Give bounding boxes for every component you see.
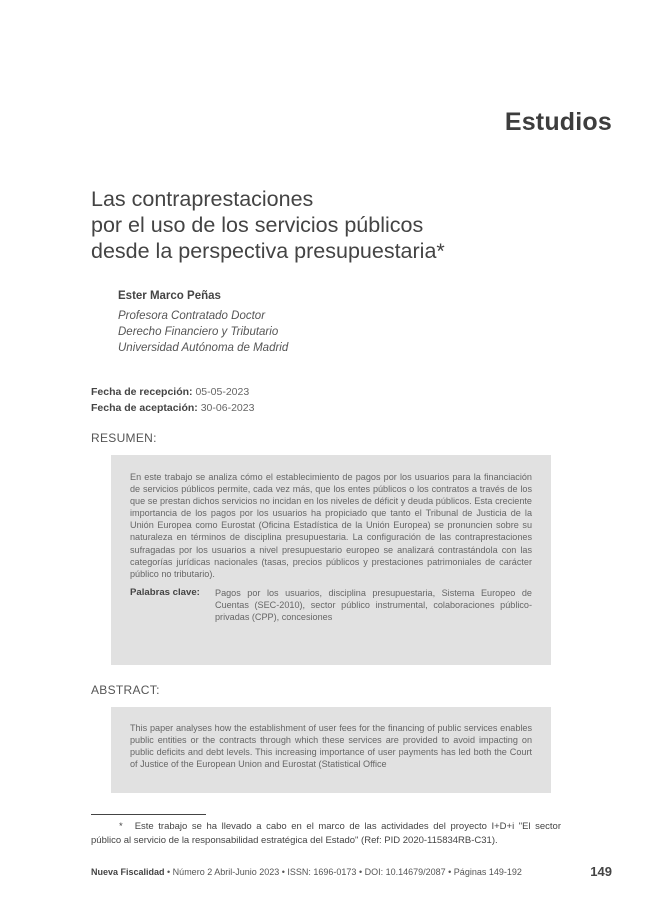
accepted-value: 30-06-2023	[197, 402, 255, 414]
resumen-box	[111, 455, 551, 665]
abstract-text: This paper analyses how the establishment of user fees for the financing of public services enables public entities or the contracts through which these services are provided to avoid impacting on public deficits and debt levels. This increasing importance of user payments has led both the Court of Justice of the European Union and Eurostat (Statistical Office	[130, 723, 532, 770]
footnote-divider	[91, 814, 206, 815]
resumen-heading: RESUMEN:	[91, 431, 157, 445]
received-date	[91, 384, 254, 400]
title-line: Las contraprestaciones	[91, 187, 314, 211]
received-label: Fecha de recepción:	[91, 386, 193, 398]
keywords-label: Palabras clave:	[130, 586, 200, 598]
journal-details: • Número 2 Abril-Junio 2023 • ISSN: 1696-0173 • DOI: 10.14679/2087 • Páginas 149-192	[164, 867, 522, 877]
title-line: por el uso de los servicios públicos	[91, 213, 424, 237]
title-line: desde la perspectiva presupuestaria*	[91, 239, 445, 263]
accepted-label: Fecha de aceptación:	[91, 402, 198, 414]
page-footer	[91, 867, 522, 877]
footnote-mark: *	[119, 821, 123, 832]
keywords-row	[130, 587, 532, 623]
footnote	[91, 820, 561, 847]
keywords-text: Pagos por los usuarios, disciplina presupuestaria, Sistema Europeo de Cuentas (SEC-2010), sector público instrumental, colaboraciones público-privadas (CPP), concesiones	[215, 587, 532, 623]
author-affiliation: Profesora Contratado Doctor	[118, 310, 266, 322]
footnote-text: Este trabajo se ha llevado a cabo en el marco de las actividades del proyecto I+D+i "El sector público al servicio de la responsabilidad estratégica del Estado" (Ref: PID 2020-115834RB-C31).	[91, 821, 561, 846]
abstract-box	[111, 707, 551, 793]
journal-name: Nueva Fiscalidad	[91, 867, 165, 877]
author-affiliation: Derecho Financiero y Tributario	[118, 326, 279, 338]
section-title: Estudios	[504, 108, 612, 136]
author-name: Ester Marco Peñas	[118, 290, 221, 302]
accepted-date	[91, 400, 254, 416]
author-block	[118, 290, 288, 356]
author-affiliation: Universidad Autónoma de Madrid	[118, 342, 289, 354]
received-value: 05-05-2023	[192, 386, 250, 398]
article-title	[91, 186, 561, 264]
resumen-text: En este trabajo se analiza cómo el establecimiento de pagos por los usuarios para la financiación de servicios públicos permite, cada vez más, que los entes públicos o los contratos a través de los que se prestan dichos servicios no incidan en los niveles de déficit y deuda públicos. Esta creciente importancia de los pagos por los usuarios ha propiciado que tanto el Tribunal de Justicia de la Unión Europea como Eurostat (Oficina Estadística de la Unión Europea) se pronuncien sobre su naturaleza en términos de disciplina presupuestaria. La configuración de las contraprestaciones sufragadas por los usuarios a nivel presupuestario europeo se analizará contrastándola con las categorías jurídicas nacionales (tasas, precios públicos y prestaciones patrimoniales de carácter público no tributario).	[130, 472, 532, 579]
page-number: 149	[590, 864, 612, 879]
dates-block	[91, 384, 254, 416]
abstract-heading: ABSTRACT:	[91, 683, 160, 697]
